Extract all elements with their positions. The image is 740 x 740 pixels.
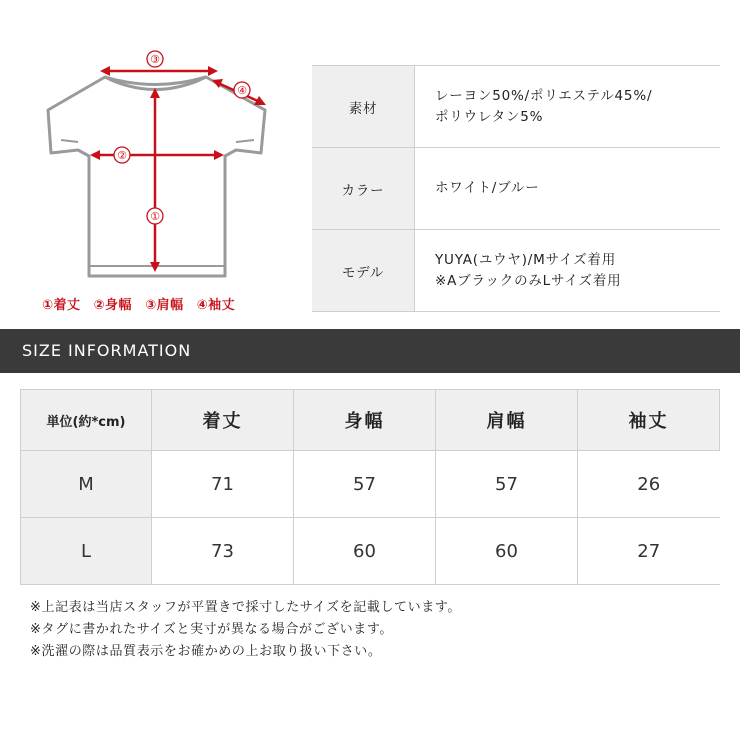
marker-3: ③ [150, 53, 160, 66]
spec-value: ホワイト/ブルー [415, 148, 721, 230]
spec-label: モデル [312, 230, 415, 312]
column-header-length: 着丈 [152, 390, 294, 451]
table-row [21, 518, 720, 585]
measurement-legend [42, 294, 243, 313]
spec-label: カラー [312, 148, 415, 230]
table-cell: 27 [578, 518, 720, 585]
note-line: ※洗濯の際は品質表示をお確かめの上お取り扱い下さい。 [30, 644, 382, 659]
table-cell: 60 [436, 518, 578, 585]
legend-length: ①着丈 [42, 298, 81, 313]
size-label: M [21, 451, 152, 518]
banner-title: SIZE INFORMATION [22, 341, 192, 360]
size-information-banner [0, 329, 740, 373]
legend-shoulder: ③肩幅 [145, 298, 184, 313]
tshirt-measurement-diagram [20, 40, 310, 330]
marker-4: ④ [237, 84, 247, 97]
table-cell: 73 [152, 518, 294, 585]
note-line: ※タグに書かれたサイズと実寸が異なる場合がございます。 [30, 622, 394, 637]
unit-header: 単位(約*cm) [21, 390, 152, 451]
table-cell: 26 [578, 451, 720, 518]
column-header-width: 身幅 [294, 390, 436, 451]
legend-sleeve: ④袖丈 [196, 298, 236, 313]
spec-value: YUYA(ユウヤ)/Mサイズ着用 ※AブラックのみLサイズ着用 [415, 230, 721, 312]
table-cell: 60 [294, 518, 436, 585]
spec-value: レーヨン50%/ポリエステル45%/ ポリウレタン5% [415, 66, 721, 148]
note-line: ※上記表は当店スタッフが平置きで採寸したサイズを記載しています。 [30, 600, 462, 615]
column-header-sleeve: 袖丈 [578, 390, 720, 451]
table-cell: 57 [294, 451, 436, 518]
spec-row-model [312, 230, 720, 312]
marker-1: ① [150, 210, 160, 223]
spec-row-color [312, 148, 720, 230]
table-row [21, 451, 720, 518]
legend-width: ②身幅 [93, 298, 133, 313]
column-header-shoulder: 肩幅 [436, 390, 578, 451]
spec-row-material [312, 66, 720, 148]
spec-label: 素材 [312, 66, 415, 148]
product-spec-table [312, 65, 720, 312]
table-cell: 57 [436, 451, 578, 518]
size-table [20, 389, 720, 585]
notes [30, 597, 461, 663]
marker-2: ② [117, 149, 127, 162]
size-label: L [21, 518, 152, 585]
table-cell: 71 [152, 451, 294, 518]
size-table-header [21, 390, 720, 451]
